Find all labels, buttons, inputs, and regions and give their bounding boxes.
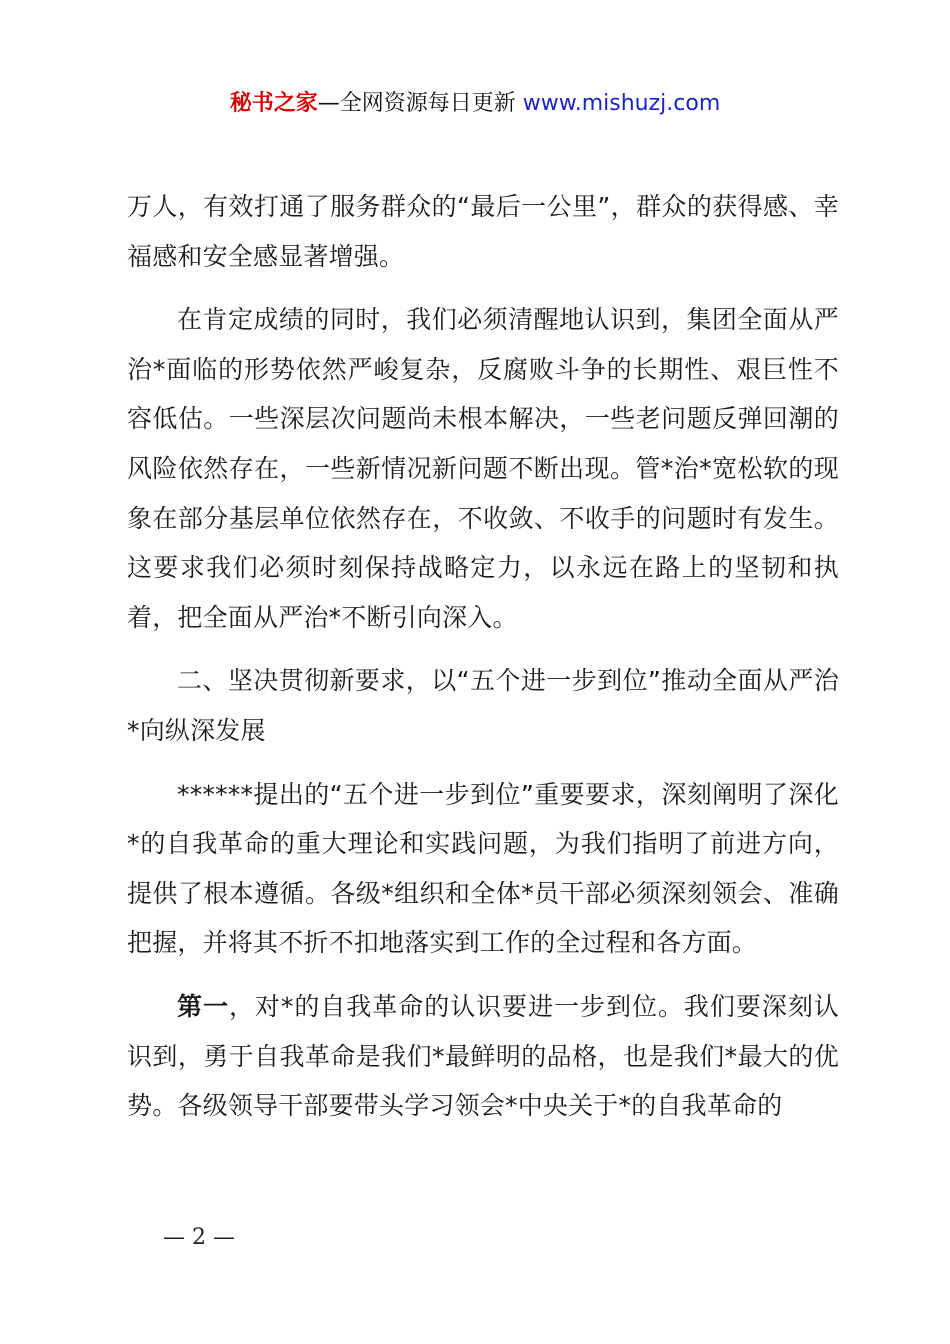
section-heading bbox=[127, 656, 839, 755]
section-heading-text: 二、坚决贯彻新要求，以“五个进一步到位”推动全面从严治*向纵深发展 bbox=[127, 666, 839, 745]
paragraph-text: 万人，有效打通了服务群众的“最后一公里”，群众的获得感、幸福感和安全感显著增强。 bbox=[127, 192, 839, 271]
paragraph-text: ，对*的自我革命的认识要进一步到位。我们要深刻认识到，勇于自我革命是我们*最鲜明的品格，也是我们*最大的优势。各级领导干部要带头学习领会*中央关于*的自我革命的 bbox=[127, 991, 839, 1121]
page-header bbox=[0, 88, 950, 120]
paragraph bbox=[127, 982, 839, 1131]
paragraph-continued bbox=[127, 182, 839, 281]
paragraph-text: ******提出的“五个进一步到位”重要要求，深刻阐明了深化*的自我革命的重大理论和实践问题，为我们指明了前进方向，提供了根本遵循。各级*组织和全体*员干部必须深刻领会、准确把握，并将其不折不扣地落实到工作的全过程和各方面。 bbox=[127, 779, 839, 958]
paragraph-lead: 第一 bbox=[177, 991, 229, 1021]
site-brand: 秘书之家 bbox=[229, 91, 318, 116]
site-tagline: —全网资源每日更新 bbox=[317, 91, 523, 116]
paragraph-text: 在肯定成绩的同时，我们必须清醒地认识到，集团全面从严治*面临的形势依然严峻复杂，反腐败斗争的长期性、艰巨性不容低估。一些深层次问题尚未根本解决，一些老问题反弹回潮的风险依然存在，一些新情况新问题不断出现。管*治*宽松软的现象在部分基层单位依然存在，不收敛、不收手的问题时有发生。这要求我们必须时刻保持战略定力，以永远在路上的坚韧和执着，把全面从严治*不断引向深入。 bbox=[127, 305, 839, 632]
document-body bbox=[127, 182, 839, 1131]
site-url[interactable]: www.mishuzj.com bbox=[522, 91, 721, 116]
page-number: — 2 — bbox=[163, 1225, 235, 1250]
paragraph bbox=[127, 770, 839, 968]
paragraph bbox=[127, 295, 839, 642]
